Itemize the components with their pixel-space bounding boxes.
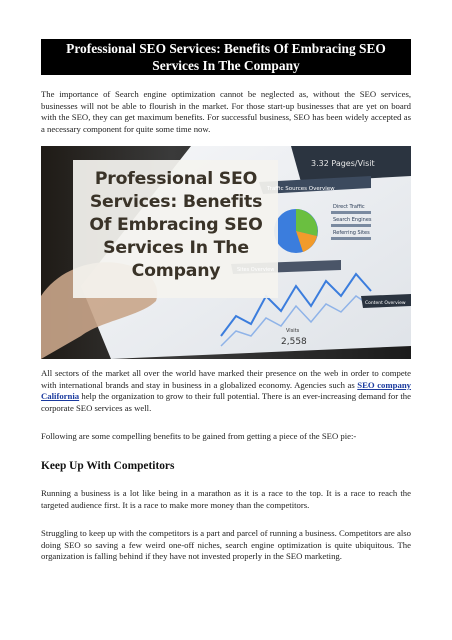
competitors-paragraph: Struggling to keep up with the competitors is a part and parcel of running a business. Competitors are also doing SEO so saving a few weird one-off niches, search engine optimization is quite ubiquitous. The organization is falling behind if they have not invested properly in the SEO marketing.: [41, 528, 411, 562]
agencies-text-after: help the organization to grow to their full potential. There is an ever-increasing demand for the corporate SEO services as well.: [41, 391, 411, 413]
screen-sites-label: Sites Overview: [237, 267, 275, 273]
screen-visits-label: Visits: [286, 328, 300, 334]
screen-content-label: Content Overview: [365, 301, 406, 306]
screen-search-label: Search Engines: [333, 217, 372, 223]
screen-pageviews-label: 3.32 Pages/Visit: [311, 159, 375, 168]
seo-company-link[interactable]: SEO company California: [41, 379, 411, 402]
screen-traffic-label: Traffic Sources Overview: [267, 186, 335, 192]
agencies-paragraph: [41, 368, 411, 414]
page-title: Professional SEO Services: Benefits Of Embracing SEO Services In The Company: [41, 39, 411, 75]
agencies-text-before: All sectors of the market all over the world have marked their presence on the web in order to compete with international brands and stay in business in a globalized economy. Agencies such as: [41, 368, 411, 390]
screen-referring-label: Referring Sites: [333, 230, 370, 236]
benefits-intro-paragraph: Following are some compelling benefits to be gained from getting a piece of the SEO pie:-: [41, 431, 357, 441]
hero-overlay-text: Professional SEO Services: Benefits Of Embracing SEO Services In The Company: [89, 169, 263, 281]
screen-direct-label: Direct Traffic: [333, 204, 365, 210]
marathon-paragraph: Running a business is a lot like being in a marathon as it is a race to the top. It is a race to reach the targeted audience first. It is a race to make more money than the competitors.: [41, 488, 411, 510]
hero-image: [41, 146, 411, 359]
intro-paragraph: The importance of Search engine optimization cannot be neglected as, without the SEO services, businesses will not be able to flourish in the market. For those start-up businesses that are yet on board with the SEO, they can get maximum benefits. For successful business, SEO has been widely accepted as a necessary component for quite some time now.: [41, 89, 411, 134]
section-heading: Keep Up With Competitors: [41, 460, 175, 472]
screen-visits-value: 2,558: [281, 337, 307, 347]
